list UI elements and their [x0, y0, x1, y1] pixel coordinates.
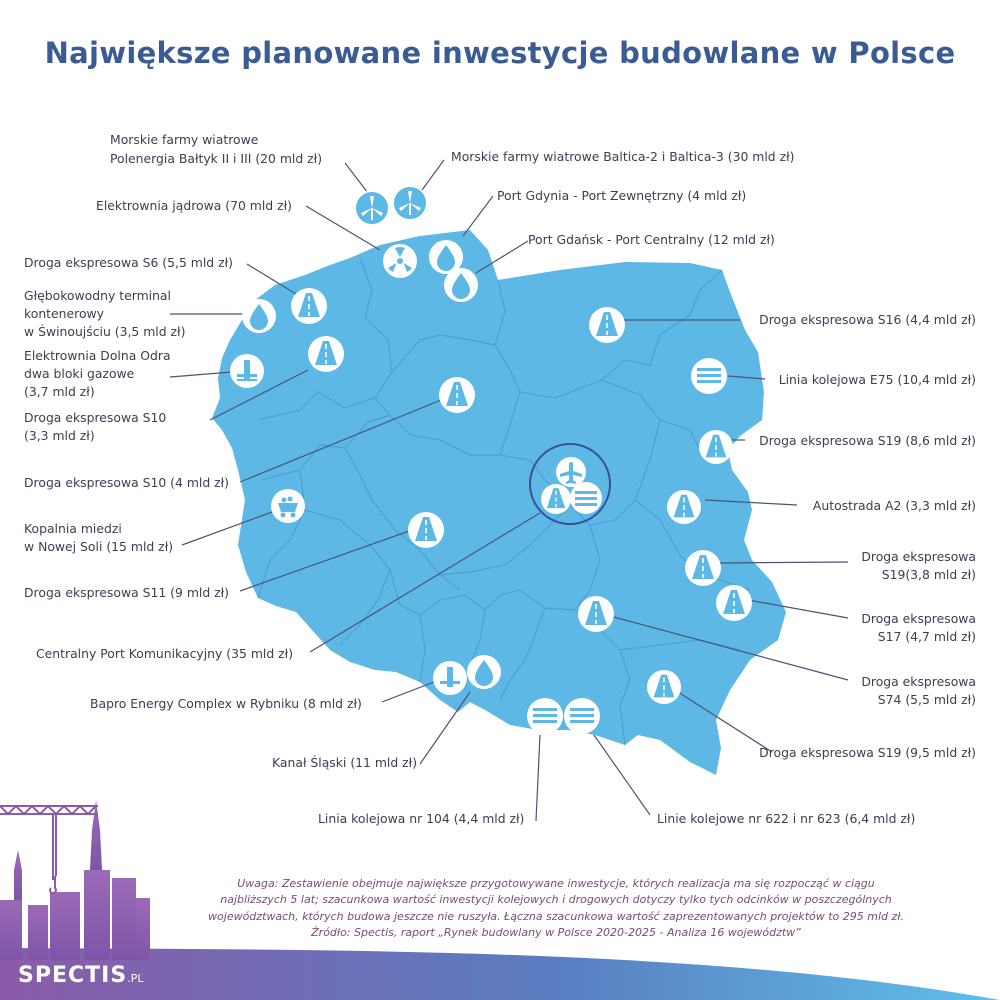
label-farmy-baltyk: Morskie farmy wiatrowe — [110, 132, 259, 147]
label-dolna-odra-3: (3,7 mld zł) — [24, 384, 95, 399]
label-miedz-2: w Nowej Soli (15 mld zł) — [24, 539, 174, 554]
railway-icon — [570, 482, 602, 514]
mine-cart-icon — [271, 489, 305, 523]
road-icon — [667, 490, 701, 524]
road-icon — [699, 430, 733, 464]
label-dolna-odra: Elektrownia Dolna Odra — [24, 348, 171, 363]
label-s19b-value: S19(3,8 mld zł) — [881, 567, 976, 582]
label-s19b: Droga ekspresowa — [861, 549, 976, 564]
airplane-icon — [556, 457, 586, 487]
label-miedz: Kopalnia miedzi — [24, 521, 122, 536]
port-icon — [467, 655, 501, 689]
label-s74: Droga ekspresowa — [861, 674, 976, 689]
label-s10b: Droga ekspresowa S10 (4 mld zł) — [24, 475, 230, 490]
label-s19a: Droga ekspresowa S19 (8,6 mld zł) — [759, 433, 976, 448]
note-line: najbliższych 5 lat; szacunkowa wartość inwestycji kolejowych i drogowych dotyczy tylko tych odcinków w poszczególnych — [220, 893, 892, 907]
label-linie-622: Linie kolejowe nr 622 i nr 623 (6,4 mld zł) — [657, 811, 916, 826]
city-skyline-icon — [0, 800, 150, 960]
label-s6: Droga ekspresowa S6 (5,5 mld zł) — [24, 255, 233, 270]
label-linia-104: Linia kolejowa nr 104 (4,4 mld zł) — [318, 811, 525, 826]
label-farmy-baltyk-value: Polenergia Bałtyk II i III (20 mld zł) — [110, 151, 323, 166]
label-s19c: Droga ekspresowa S19 (9,5 mld zł) — [759, 745, 976, 760]
page-title: Największe planowane inwestycje budowlane w Polsce — [44, 36, 956, 70]
port-icon — [444, 268, 478, 302]
wind-turbine-icon — [393, 186, 427, 220]
railway-icon — [564, 698, 600, 734]
port-icon — [242, 299, 276, 333]
label-port-gdynia: Port Gdynia - Port Zewnętrzny (4 mld zł) — [497, 188, 747, 203]
railway-icon — [691, 358, 727, 394]
wind-turbine-icon — [355, 191, 389, 225]
power-plant-icon — [433, 661, 467, 695]
label-dolna-odra-2: dwa bloki gazowe — [24, 366, 135, 381]
road-icon — [578, 596, 614, 632]
label-farmy-baltica: Morskie farmy wiatrowe Baltica-2 i Baltica-3 (30 mld zł) — [451, 149, 795, 164]
railway-icon — [527, 698, 563, 734]
power-plant-icon — [230, 354, 264, 388]
label-elektrownia-jadrowa: Elektrownia jądrowa (70 mld zł) — [96, 198, 292, 213]
road-icon — [308, 336, 344, 372]
road-icon — [589, 307, 625, 343]
label-cpk: Centralny Port Komunikacyjny (35 mld zł) — [36, 646, 294, 661]
label-e75: Linia kolejowa E75 (10,4 mld zł) — [778, 372, 976, 387]
nuclear-icon — [383, 244, 417, 278]
label-s17: Droga ekspresowa — [861, 611, 976, 626]
logo-suffix: .PL — [127, 972, 144, 985]
label-kanal: Kanał Śląski (11 mld zł) — [272, 755, 418, 770]
label-port-gdansk: Port Gdańsk - Port Centralny (12 mld zł) — [528, 232, 775, 247]
label-s74-value: S74 (5,5 mld zł) — [877, 692, 976, 707]
road-icon — [647, 670, 681, 704]
label-s11: Droga ekspresowa S11 (9 mld zł) — [24, 585, 230, 600]
note-block — [176, 876, 936, 942]
spectis-logo[interactable] — [18, 963, 143, 988]
road-icon — [716, 585, 752, 621]
label-a2: Autostrada A2 (3,3 mld zł) — [812, 498, 976, 513]
note-line: województwach, których budowa jeszcze nie ruszyła. Łączna szacunkowa wartość zaprezentowanych projektów to 295 mld zł. — [208, 909, 904, 923]
note-source: Źródło: Spectis, raport „Rynek budowlany w Polsce 2020-2025 - Analiza 16 województw” — [311, 926, 801, 940]
label-s10a-value: (3,3 mld zł) — [24, 428, 95, 443]
label-bapro: Bapro Energy Complex w Rybniku (8 mld zł) — [90, 696, 362, 711]
label-terminal: Głębokowodny terminal — [24, 288, 171, 303]
road-icon — [291, 288, 327, 324]
label-s10a: Droga ekspresowa S10 — [24, 410, 167, 425]
label-s17-value: S17 (4,7 mld zł) — [877, 629, 976, 644]
label-terminal-2: kontenerowy — [24, 306, 104, 321]
label-s16: Droga ekspresowa S16 (4,4 mld zł) — [759, 312, 976, 327]
road-icon — [439, 377, 475, 413]
road-icon — [408, 512, 444, 548]
note-line: Uwaga: Zestawienie obejmuje największe przygotowywane inwestycje, których realizacja ma się rozpocząć w ciągu — [237, 877, 875, 890]
label-terminal-3: w Świnoujściu (3,5 mld zł) — [24, 324, 186, 339]
road-icon — [541, 484, 571, 514]
logo-main: SPECTIS — [18, 963, 128, 988]
road-icon — [685, 550, 721, 586]
